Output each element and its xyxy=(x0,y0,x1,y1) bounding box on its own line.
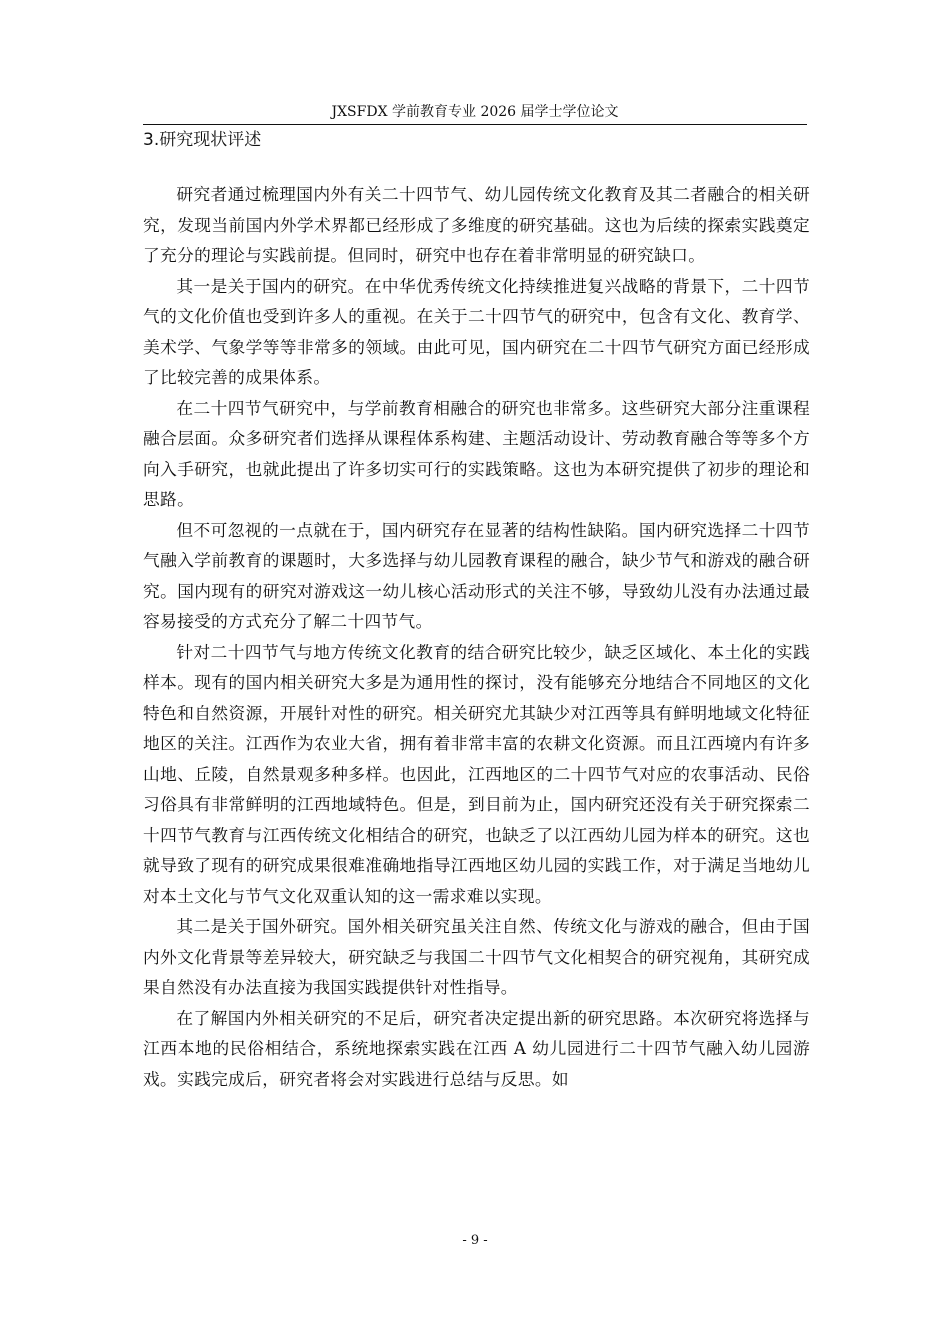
body-text xyxy=(143,179,810,1094)
paragraph: 在二十四节气研究中，与学前教育相融合的研究也非常多。这些研究大部分注重课程融合层面。众多研究者们选择从课程体系构建、主题活动设计、劳动教育融合等等多个方向入手研究，也就此提出了许多切实可行的实践策略。这也为本研究提供了初步的理论和思路。 xyxy=(143,397,810,509)
paragraph: 研究者通过梳理国内外有关二十四节气、幼儿园传统文化教育及其二者融合的相关研究，发现当前国内外学术界都已经形成了多维度的研究基础。这也为后续的探索实践奠定了充分的理论与实践前提。但同时，研究中也存在着非常明显的研究缺口。 xyxy=(143,184,810,265)
running-header: JXSFDX 学前教育专业 2026 届学士学位论文 xyxy=(331,104,619,120)
header-rule xyxy=(143,124,807,125)
paragraph: 在了解国内外相关研究的不足后，研究者决定提出新的研究思路。本次研究将选择与江西本地的民俗相结合，系统地探索实践在江西 A 幼儿园进行二十四节气融入幼儿园游戏。实践完成后，研究者将会对实践进行总结与反思。如 xyxy=(143,1007,810,1089)
page-number: - 9 - xyxy=(462,1233,488,1248)
paragraph: 其一是关于国内的研究。在中华优秀传统文化持续推进复兴战略的背景下，二十四节气的文化价值也受到许多人的重视。在关于二十四节气的研究中，包含有文化、教育学、美术学、气象学等等非常多的领域。由此可见，国内研究在二十四节气研究方面已经形成了比较完善的成果体系。 xyxy=(143,275,810,387)
paragraph: 针对二十四节气与地方传统文化教育的结合研究比较少，缺乏区域化、本土化的实践样本。现有的国内相关研究大多是为通用性的探讨，没有能够充分地结合不同地区的文化特色和自然资源，开展针对性的研究。相关研究尤其缺少对江西等具有鲜明地域文化特征地区的关注。江西作为农业大省，拥有着非常丰富的农耕文化资源。而且江西境内有许多山地、丘陵，自然景观多种多样。也因此，江西地区的二十四节气对应的农事活动、民俗习俗具有非常鲜明的江西地域特色。但是，到目前为止，国内研究还没有关于研究探索二十四节气教育与江西传统文化相结合的研究，也缺乏了以江西幼儿园为样本的研究。这也就导致了现有的研究成果很难准确地指导江西地区幼儿园的实践工作，对于满足当地幼儿对本土文化与节气文化双重认知的这一需求难以实现。 xyxy=(143,641,810,906)
section-heading: 3.研究现状评述 xyxy=(143,130,262,150)
paragraph: 其二是关于国外研究。国外相关研究虽关注自然、传统文化与游戏的融合，但由于国内外文化背景等差异较大，研究缺乏与我国二十四节气文化相契合的研究视角，其研究成果自然没有办法直接为我国实践提供针对性指导。 xyxy=(143,916,810,997)
paragraph: 但不可忽视的一点就在于，国内研究存在显著的结构性缺陷。国内研究选择二十四节气融入学前教育的课题时，大多选择与幼儿园教育课程的融合，缺少节气和游戏的融合研究。国内现有的研究对游戏这一幼儿核心活动形式的关注不够，导致幼儿没有办法通过最容易接受的方式充分了解二十四节气。 xyxy=(143,519,810,631)
